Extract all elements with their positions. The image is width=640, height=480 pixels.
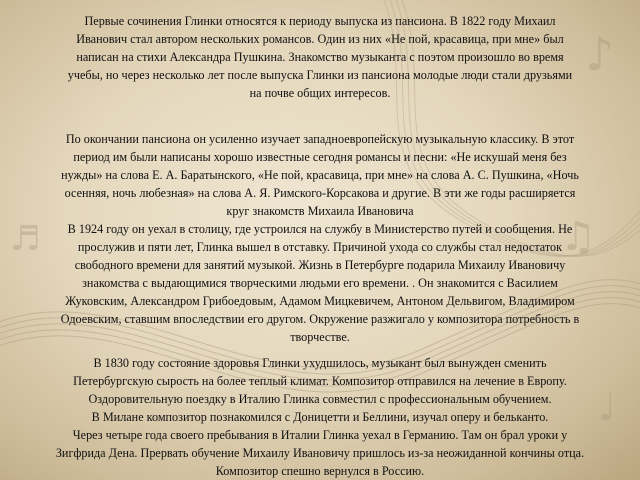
text-line: осенняя, ночь любезная» на слова А. Я. Римского-Корсакова и другие. В эти же годы расширяется — [64, 186, 576, 200]
paragraph-early-works — [8, 12, 632, 102]
text-line: Петербургскую сырость на более теплый климат. Композитор отправился на лечение в Европу. — [73, 374, 567, 388]
text-line: Первые сочинения Глинки относятся к периоду выпуска из пансиона. В 1822 году Михаил — [84, 14, 556, 28]
text-line: Композитор спешно вернулся в Россию. — [215, 464, 425, 478]
text-line: прослужив и пяти лет, Глинка вышел в отставку. Причиной ухода со службы стал недостаток — [77, 240, 563, 254]
text-line: творчестве. — [290, 330, 350, 344]
paragraph-europe — [8, 354, 632, 480]
paragraph-petersburg — [8, 130, 632, 346]
text-line: В Милане композитор познакомился с Доницетти и Беллини, изучал оперу и бельканто. — [91, 410, 549, 424]
text-line: В 1830 году состояние здоровья Глинки ухудшилось, музыкант был вынужден сменить — [93, 356, 547, 370]
text-line: знакомства с выдающимися творческими людьми его времени. . Он знакомится с Василием — [82, 276, 558, 290]
text-line: нужды» на слова Е. А. Баратынского, «Не пой, красавица, при мне» на слова А. С. Пушкина, «Ночь — [61, 168, 579, 182]
text-line: период им были написаны хорошо известные сегодня романсы и песни: «Не искушай меня без — [73, 150, 567, 164]
text-line: свободного времени для занятий музыкой. Жизнь в Петербурге подарила Михаилу Ивановичу — [74, 258, 566, 272]
text-line: круг знакомств Михаила Ивановича — [226, 204, 414, 218]
music-note-icon: ♬ — [10, 219, 41, 259]
text-line: Одоевским, ставшим впоследствии его другом. Окружение разжигало у композитора потребность в — [60, 312, 580, 326]
music-note-icon: ♪ — [585, 27, 615, 81]
text-line: Через четыре года своего пребывания в Италии Глинка уехал в Германию. Там он брал уроки у — [72, 428, 568, 442]
music-note-icon: ♩ — [598, 385, 616, 429]
text-line: По окончании пансиона он усиленно изучает западноевропейскую музыкальную классику. В этот — [65, 132, 575, 146]
text-line: Иванович стал автором нескольких романсов. Один из них «Не пой, красавица, при мне» был — [76, 32, 564, 46]
text-line: на почве общих интересов. — [249, 86, 391, 100]
text-line: Оздоровительную поездку в Италию Глинка совместил с профессиональным обучением. — [88, 392, 552, 406]
text-line: Жуковским, Александром Грибоедовым, Адамом Мицкевичем, Антоном Дельвигом, Владимиром — [65, 294, 575, 308]
text-line: Зигфрида Дена. Прервать обучение Михаилу Ивановичу пришлось из-за неожиданной кончины отца. — [55, 446, 585, 460]
text-line: В 1924 году он уехал в столицу, где устроился на службу в Министерство путей и сообщения. Не — [67, 222, 573, 236]
text-line: написан на стихи Александра Пушкина. Знакомство музыканта с поэтом произошло во время — [76, 50, 564, 64]
music-note-icon: ♫ — [560, 214, 596, 260]
text-line: учебы, но через несколько лет после выпуска Глинки из пансиона молодые люди стали друзьями — [67, 68, 573, 82]
